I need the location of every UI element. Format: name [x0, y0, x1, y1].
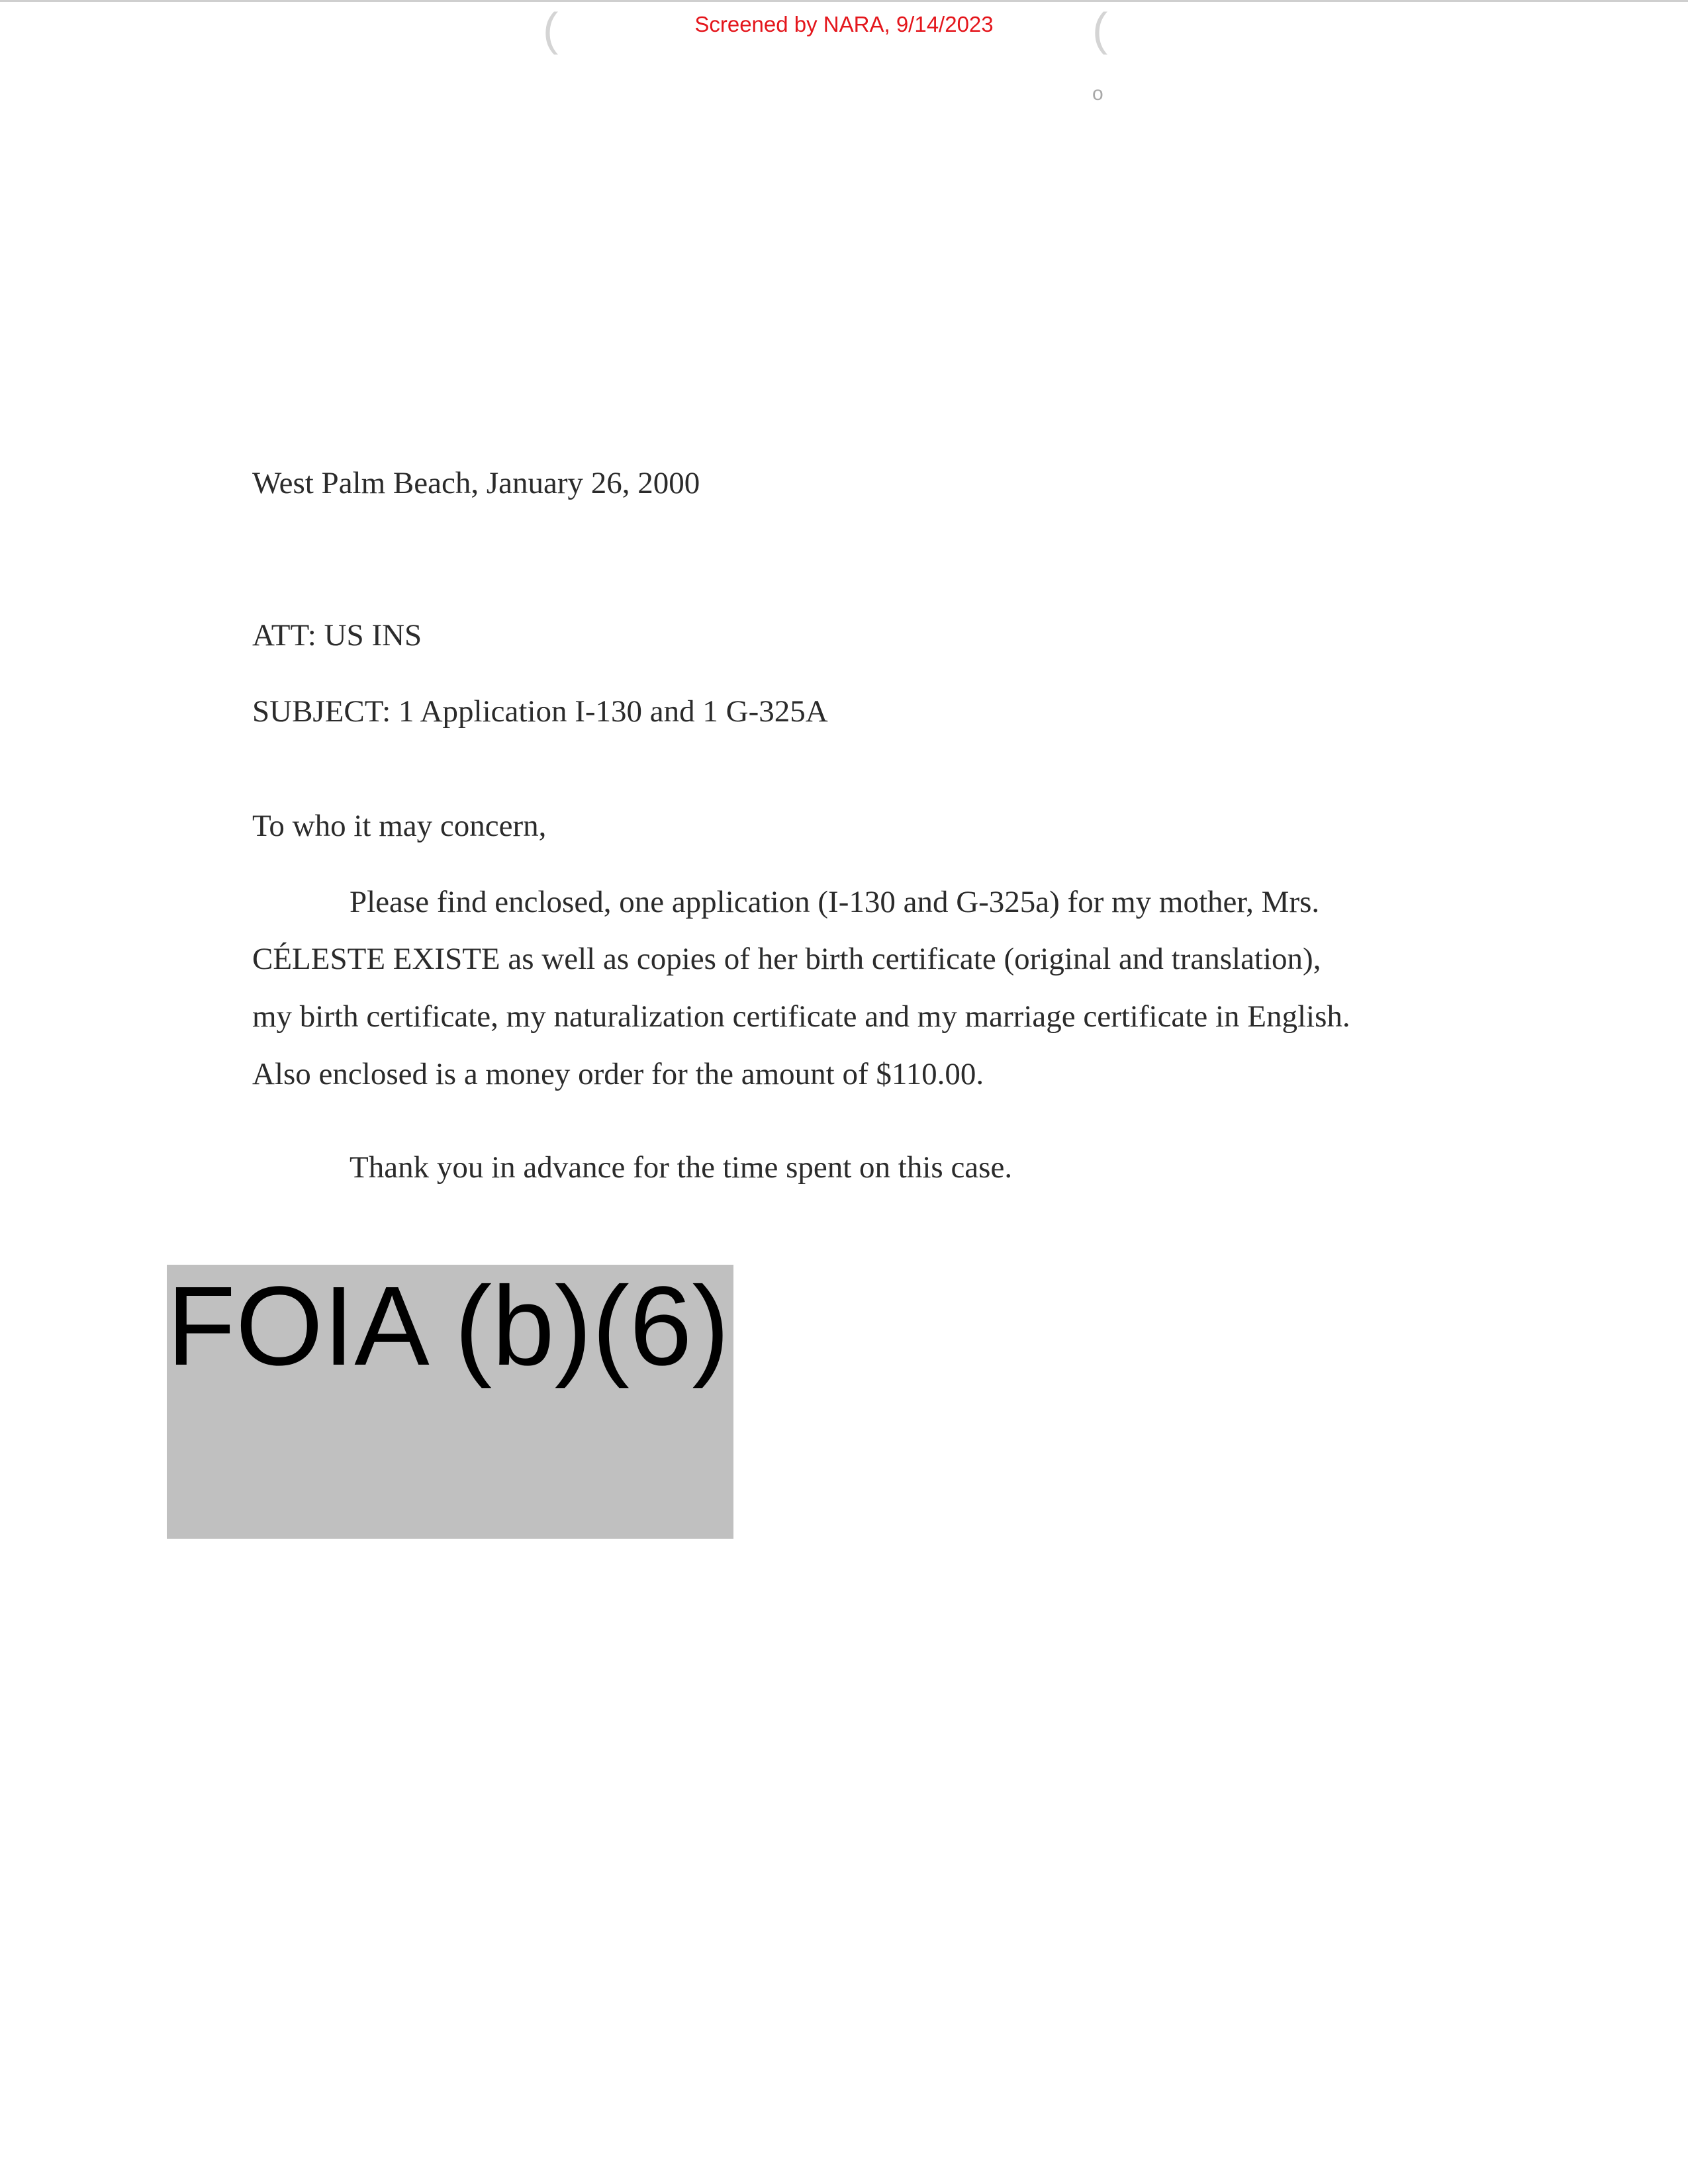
letter-place-date: West Palm Beach, January 26, 2000: [252, 466, 700, 500]
foia-redaction-label: FOIA (b)(6): [167, 1263, 730, 1389]
nara-screening-stamp: Screened by NARA, 9/14/2023: [694, 12, 994, 36]
letter-body-line: CÉLESTE EXISTE as well as copies of her birth certificate (original and translation),: [252, 942, 1321, 976]
letter-closing: Thank you in advance for the time spent on this case.: [350, 1150, 1013, 1185]
scan-artifact-mark: (: [543, 3, 559, 55]
letter-subject: SUBJECT: 1 Application I-130 and 1 G-325A: [252, 694, 828, 729]
scan-artifact-mark: (: [1092, 3, 1108, 55]
scan-top-edge: [0, 0, 1688, 2]
foia-redaction-box: [167, 1265, 733, 1539]
letter-attention: ATT: US INS: [252, 618, 422, 653]
letter-salutation: To who it may concern,: [252, 809, 547, 843]
letter-body-line: Also enclosed is a money order for the amount of $110.00.: [252, 1057, 984, 1091]
letter-body-line: Please find enclosed, one application (I-130 and G-325a) for my mother, Mrs.: [350, 885, 1320, 919]
letter-body-line: my birth certificate, my naturalization certificate and my marriage certificate in English.: [252, 999, 1350, 1034]
scan-artifact-mark: o: [1092, 83, 1103, 105]
